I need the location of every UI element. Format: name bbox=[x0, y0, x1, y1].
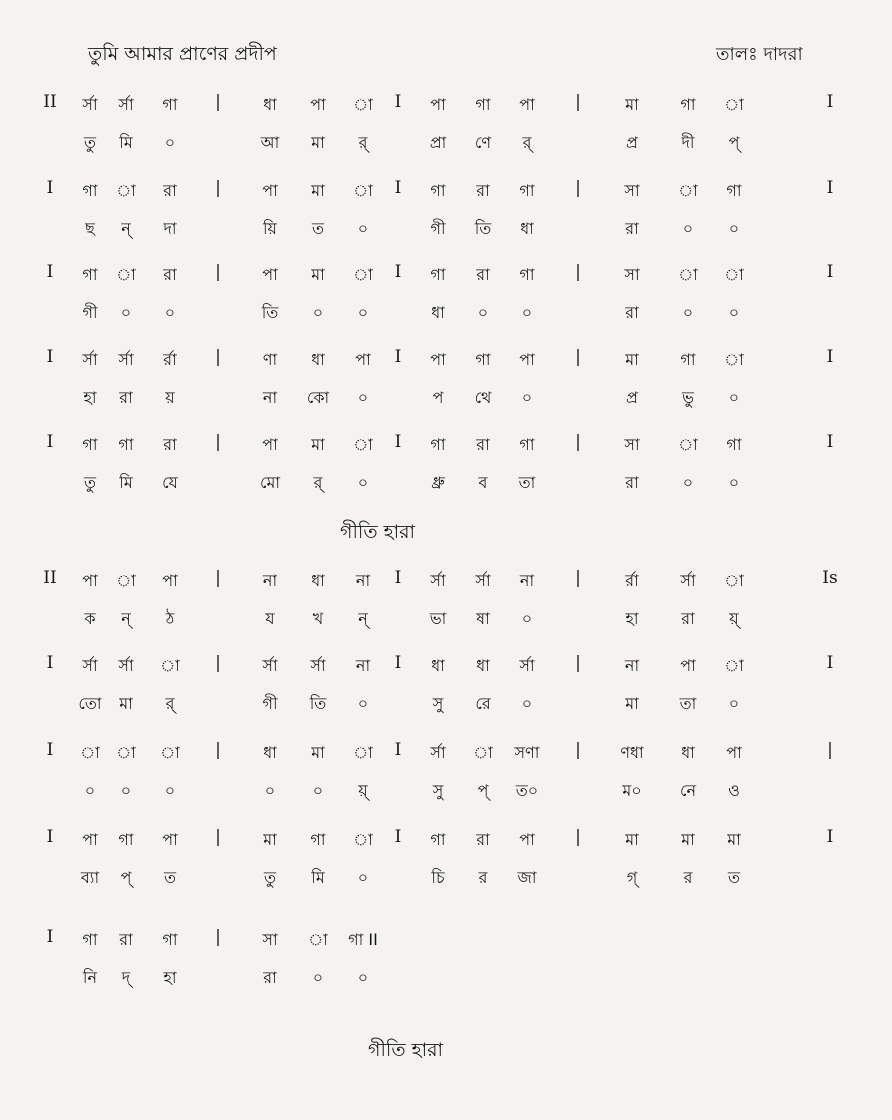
bar-mark: II bbox=[43, 92, 57, 112]
lyric-syllable: ত bbox=[727, 868, 740, 887]
bar-mark: | bbox=[575, 653, 581, 673]
lyric-syllable: নি bbox=[82, 968, 98, 987]
lyric-row bbox=[0, 385, 892, 411]
swara-note: সা bbox=[624, 435, 640, 454]
swara-row bbox=[0, 262, 892, 288]
lyric-syllable: ০ bbox=[477, 303, 489, 322]
swara-note: পা bbox=[262, 265, 278, 284]
swara-note: পা bbox=[519, 830, 535, 849]
swara-note: ধা bbox=[431, 656, 445, 675]
swara-row bbox=[0, 653, 892, 679]
lyric-syllable: খ bbox=[312, 609, 324, 628]
lyric-syllable: রা bbox=[625, 303, 639, 322]
lyric-syllable: ন্ bbox=[121, 609, 131, 628]
swara-note: পা bbox=[162, 571, 178, 590]
lyric-syllable: ০ bbox=[120, 781, 132, 800]
bar-mark: I bbox=[46, 827, 54, 847]
swara-row bbox=[0, 568, 892, 594]
swara-note: া bbox=[353, 181, 373, 200]
lyric-syllable: ০ bbox=[728, 473, 740, 492]
swara-note: া bbox=[116, 743, 136, 762]
lyric-syllable: র্ bbox=[165, 694, 175, 713]
swara-note: ণধা bbox=[620, 743, 644, 762]
swara-note: গা bbox=[680, 95, 696, 114]
swara-note: র্সা bbox=[430, 743, 446, 762]
swara-note: মা bbox=[311, 265, 325, 284]
swara-note: গা bbox=[118, 435, 134, 454]
swara-note: পা bbox=[262, 435, 278, 454]
swara-note: র্সা bbox=[475, 571, 491, 590]
lyric-syllable: রা bbox=[119, 388, 133, 407]
swara-note: া bbox=[160, 656, 180, 675]
lyric-syllable: ত bbox=[163, 868, 176, 887]
lyric-syllable: মা bbox=[311, 133, 325, 152]
swara-note: না bbox=[519, 571, 535, 590]
swara-note: রা bbox=[476, 830, 490, 849]
swara-note: া bbox=[473, 743, 493, 762]
lyric-syllable: চি bbox=[431, 868, 445, 887]
swara-note: গা bbox=[475, 350, 491, 369]
lyric-syllable: মো bbox=[259, 473, 281, 492]
swara-note: গা bbox=[310, 830, 326, 849]
swara-note: া bbox=[116, 265, 136, 284]
lyric-syllable: ভা bbox=[429, 609, 447, 628]
lyric-syllable: ০ bbox=[164, 133, 176, 152]
bar-mark: II bbox=[43, 568, 57, 588]
swara-note: পা bbox=[430, 350, 446, 369]
lyric-syllable: য় bbox=[165, 388, 175, 407]
lyric-syllable: সু bbox=[432, 781, 444, 800]
swara-note: া bbox=[160, 743, 180, 762]
lyric-syllable: মি bbox=[119, 473, 133, 492]
swara-note: র্সা bbox=[680, 571, 696, 590]
swara-note: না bbox=[624, 656, 640, 675]
lyric-syllable: ণে bbox=[474, 133, 492, 152]
swara-note: া bbox=[308, 930, 328, 949]
lyric-row bbox=[0, 965, 892, 991]
swara-note: গা bbox=[680, 350, 696, 369]
swara-note: পা bbox=[430, 95, 446, 114]
bar-mark: I bbox=[46, 432, 54, 452]
lyric-syllable: ০ bbox=[312, 968, 324, 987]
swara-note: া bbox=[353, 830, 373, 849]
lyric-syllable: প্ bbox=[120, 868, 132, 887]
swara-note: পা bbox=[519, 350, 535, 369]
bar-mark: | bbox=[575, 432, 581, 452]
bar-mark: I bbox=[46, 262, 54, 282]
lyric-syllable: গী bbox=[430, 219, 446, 238]
lyric-syllable: ০ bbox=[357, 473, 369, 492]
lyric-syllable: তা bbox=[518, 473, 536, 492]
swara-note: গা bbox=[519, 435, 535, 454]
lyric-syllable: গী bbox=[82, 303, 98, 322]
swara-row bbox=[0, 827, 892, 853]
lyric-syllable: দ্ bbox=[121, 968, 131, 987]
lyric-syllable: রে bbox=[475, 694, 491, 713]
lyric-syllable: ০ bbox=[357, 968, 369, 987]
section-heading: গীতি হারা bbox=[340, 521, 416, 543]
bar-mark: | bbox=[215, 827, 221, 847]
swara-note: র্সা bbox=[82, 350, 98, 369]
swara-note: মা bbox=[311, 435, 325, 454]
bar-mark: | bbox=[215, 653, 221, 673]
lyric-syllable: ন্ bbox=[121, 219, 131, 238]
bar-mark: | bbox=[827, 740, 833, 760]
swara-note: মা bbox=[311, 743, 325, 762]
lyric-syllable: ভু bbox=[682, 388, 694, 407]
lyric-syllable: র bbox=[683, 868, 693, 887]
lyric-syllable: হা bbox=[163, 968, 177, 987]
lyric-row bbox=[0, 865, 892, 891]
lyric-syllable: মি bbox=[119, 133, 133, 152]
lyric-syllable: র bbox=[478, 868, 488, 887]
bar-mark: I bbox=[394, 178, 402, 198]
swara-row bbox=[0, 92, 892, 118]
lyric-syllable: ০ bbox=[164, 781, 176, 800]
lyric-syllable: ব্যা bbox=[80, 868, 100, 887]
swara-note: গা bbox=[162, 930, 178, 949]
swara-note: পা bbox=[82, 571, 98, 590]
swara-note: ধা bbox=[681, 743, 695, 762]
lyric-syllable: প্র bbox=[626, 133, 638, 152]
swara-note: া bbox=[116, 181, 136, 200]
lyric-syllable: প্র bbox=[626, 388, 638, 407]
lyric-syllable: জা bbox=[517, 868, 537, 887]
swara-note: মা bbox=[625, 830, 639, 849]
lyric-syllable: হা bbox=[83, 388, 97, 407]
swara-note: া bbox=[678, 181, 698, 200]
swara-note: সণা bbox=[514, 743, 540, 762]
swara-note: র্সা bbox=[118, 95, 134, 114]
swara-note: গা bbox=[519, 181, 535, 200]
lyric-syllable: নে bbox=[679, 781, 697, 800]
lyric-syllable: প্রা bbox=[429, 133, 447, 152]
lyric-syllable: প্ bbox=[477, 781, 489, 800]
bar-mark: I bbox=[826, 262, 834, 282]
lyric-syllable: ০ bbox=[521, 303, 533, 322]
bar-mark: | bbox=[575, 568, 581, 588]
lyric-syllable: তি bbox=[309, 694, 327, 713]
lyric-syllable: ০ bbox=[357, 868, 369, 887]
swara-note: া bbox=[678, 265, 698, 284]
tala-label: তালঃ দাদরা bbox=[716, 44, 803, 65]
swara-note: পা bbox=[519, 95, 535, 114]
swara-note: ধা bbox=[263, 95, 277, 114]
lyric-syllable: ষা bbox=[476, 609, 490, 628]
swara-note: মা bbox=[625, 350, 639, 369]
swara-note: া bbox=[678, 435, 698, 454]
swara-note: গা bbox=[430, 265, 446, 284]
bar-mark: I bbox=[394, 432, 402, 452]
swara-row bbox=[0, 927, 892, 953]
swara-note: পা bbox=[82, 830, 98, 849]
bar-mark: | bbox=[215, 432, 221, 452]
swara-note: রা bbox=[476, 435, 490, 454]
swara-note: গা bbox=[82, 265, 98, 284]
lyric-syllable: ০ bbox=[682, 303, 694, 322]
swara-row bbox=[0, 178, 892, 204]
lyric-syllable: ০ bbox=[521, 609, 533, 628]
swara-note: রা bbox=[163, 265, 177, 284]
lyric-syllable: ও bbox=[728, 781, 740, 800]
swara-note: সা bbox=[624, 181, 640, 200]
swara-note: গা bbox=[430, 830, 446, 849]
lyric-syllable: ০ bbox=[357, 219, 369, 238]
swara-note: গা bbox=[430, 435, 446, 454]
swara-note: র্সা bbox=[118, 350, 134, 369]
lyric-row bbox=[0, 691, 892, 717]
swara-note: া bbox=[724, 656, 744, 675]
bar-mark: I bbox=[826, 347, 834, 367]
bar-mark: I bbox=[46, 178, 54, 198]
bar-mark: I bbox=[826, 653, 834, 673]
swara-note: পা bbox=[680, 656, 696, 675]
lyric-syllable: য়্ bbox=[729, 609, 739, 628]
bar-mark: | bbox=[575, 827, 581, 847]
lyric-syllable: ন্ bbox=[358, 609, 368, 628]
lyric-syllable: য়্ bbox=[358, 781, 368, 800]
lyric-syllable: মা bbox=[119, 694, 133, 713]
swara-note: ধা bbox=[476, 656, 490, 675]
bar-mark: I bbox=[826, 178, 834, 198]
lyric-syllable: রা bbox=[681, 609, 695, 628]
lyric-syllable: ০ bbox=[264, 781, 276, 800]
swara-note: গা bbox=[162, 95, 178, 114]
lyric-syllable: ম০ bbox=[622, 781, 642, 800]
swara-note: র্সা bbox=[430, 571, 446, 590]
lyric-syllable: ঠ bbox=[165, 609, 175, 628]
bar-mark: I bbox=[46, 347, 54, 367]
lyric-syllable: র্ bbox=[522, 133, 532, 152]
swara-note: ধা bbox=[311, 571, 325, 590]
lyric-syllable: ০ bbox=[521, 388, 533, 407]
swara-note: া bbox=[724, 265, 744, 284]
lyric-syllable: কো bbox=[306, 388, 330, 407]
swara-note: না bbox=[262, 571, 278, 590]
swara-note: ধা bbox=[263, 743, 277, 762]
lyric-syllable: হা bbox=[625, 609, 639, 628]
lyric-syllable: তো bbox=[78, 694, 102, 713]
bar-mark: I bbox=[46, 653, 54, 673]
lyric-syllable: ০ bbox=[84, 781, 96, 800]
swara-note: না bbox=[355, 571, 371, 590]
lyric-syllable: ০ bbox=[521, 694, 533, 713]
lyric-syllable: ত০ bbox=[515, 781, 539, 800]
lyric-syllable: ধা bbox=[431, 303, 445, 322]
swara-note: া bbox=[353, 95, 373, 114]
swara-note: া bbox=[353, 743, 373, 762]
lyric-syllable: ০ bbox=[357, 694, 369, 713]
swara-note: র্সা bbox=[82, 95, 98, 114]
swara-note: া bbox=[80, 743, 100, 762]
bar-mark: I bbox=[394, 92, 402, 112]
lyric-syllable: ০ bbox=[120, 303, 132, 322]
swara-note: গা bbox=[726, 435, 742, 454]
lyric-syllable: সু bbox=[432, 694, 444, 713]
lyric-syllable: ০ bbox=[357, 303, 369, 322]
lyric-row bbox=[0, 130, 892, 156]
bar-mark: I bbox=[394, 653, 402, 673]
lyric-syllable: য bbox=[265, 609, 275, 628]
lyric-syllable: ধ্রু bbox=[431, 473, 445, 492]
swara-note: গা bbox=[430, 181, 446, 200]
swara-note: া bbox=[353, 265, 373, 284]
swara-note: পা bbox=[310, 95, 326, 114]
lyric-syllable: দা bbox=[163, 219, 177, 238]
lyric-syllable: র্ bbox=[313, 473, 323, 492]
lyric-row bbox=[0, 470, 892, 496]
lyric-syllable: ছ bbox=[85, 219, 95, 238]
bar-mark: | bbox=[575, 92, 581, 112]
bar-mark: | bbox=[575, 178, 581, 198]
lyric-syllable: ০ bbox=[357, 388, 369, 407]
lyric-syllable: যে bbox=[162, 473, 178, 492]
lyric-syllable: ০ bbox=[728, 694, 740, 713]
section-heading-bottom: গীতি হারা bbox=[368, 1039, 444, 1061]
swara-note: সা bbox=[624, 265, 640, 284]
lyric-syllable: ০ bbox=[312, 781, 324, 800]
lyric-syllable: ০ bbox=[682, 473, 694, 492]
bar-mark: I bbox=[826, 827, 834, 847]
bar-mark: I bbox=[394, 827, 402, 847]
bar-mark: | bbox=[215, 568, 221, 588]
swara-note: রা bbox=[476, 265, 490, 284]
swara-note: র্সা bbox=[262, 656, 278, 675]
swara-note: রা bbox=[163, 435, 177, 454]
swara-note: র্সা bbox=[310, 656, 326, 675]
lyric-syllable: গ্ bbox=[626, 868, 638, 887]
bar-mark: | bbox=[215, 740, 221, 760]
swara-note: গা bbox=[475, 95, 491, 114]
lyric-syllable: ক bbox=[84, 609, 96, 628]
lyric-syllable: আ bbox=[260, 133, 280, 152]
lyric-syllable: ০ bbox=[164, 303, 176, 322]
bar-mark: | bbox=[575, 262, 581, 282]
swara-note: সা bbox=[262, 930, 278, 949]
swara-note: রা bbox=[476, 181, 490, 200]
lyric-row bbox=[0, 216, 892, 242]
lyric-syllable: ০ bbox=[728, 219, 740, 238]
swara-note: না bbox=[355, 656, 371, 675]
lyric-syllable: মা bbox=[625, 694, 639, 713]
bar-mark: | bbox=[215, 927, 221, 947]
swara-note: র্রা bbox=[163, 350, 177, 369]
swara-note: ধা bbox=[311, 350, 325, 369]
swara-note: গা bbox=[519, 265, 535, 284]
swara-note: গা bbox=[726, 181, 742, 200]
lyric-syllable: থে bbox=[474, 388, 492, 407]
lyric-syllable: ব bbox=[478, 473, 488, 492]
swara-note: পা bbox=[355, 350, 371, 369]
bar-mark: I bbox=[394, 262, 402, 282]
swara-note: গা bbox=[82, 435, 98, 454]
swara-note: মা bbox=[681, 830, 695, 849]
swara-note: া bbox=[724, 350, 744, 369]
lyric-syllable: ০ bbox=[728, 303, 740, 322]
bar-mark: I bbox=[394, 347, 402, 367]
lyric-syllable: প্ bbox=[728, 133, 740, 152]
song-title: তুমি আমার প্রাণের প্রদীপ bbox=[88, 43, 277, 65]
lyric-syllable: য়ি bbox=[262, 219, 277, 238]
lyric-syllable: রা bbox=[625, 473, 639, 492]
bar-mark: I bbox=[394, 568, 402, 588]
lyric-syllable: তু bbox=[83, 473, 96, 492]
swara-note: পা bbox=[726, 743, 742, 762]
swara-note: র্রা bbox=[625, 571, 639, 590]
lyric-syllable: দী bbox=[681, 133, 695, 152]
lyric-syllable: তু bbox=[263, 868, 276, 887]
lyric-syllable: রা bbox=[625, 219, 639, 238]
lyric-syllable: মি bbox=[311, 868, 325, 887]
lyric-syllable: ০ bbox=[312, 303, 324, 322]
lyric-syllable: ০ bbox=[682, 219, 694, 238]
swara-row bbox=[0, 740, 892, 766]
swara-note: রা bbox=[163, 181, 177, 200]
swara-note: পা bbox=[162, 830, 178, 849]
swara-row bbox=[0, 432, 892, 458]
swara-note: গা bbox=[82, 181, 98, 200]
swara-note: গা bbox=[118, 830, 134, 849]
bar-mark: I bbox=[46, 740, 54, 760]
swara-note: া bbox=[116, 571, 136, 590]
lyric-syllable: ধা bbox=[520, 219, 534, 238]
swara-note: া bbox=[724, 571, 744, 590]
bar-mark: Is bbox=[822, 568, 838, 588]
bar-mark: I bbox=[826, 432, 834, 452]
swara-row bbox=[0, 347, 892, 373]
bar-mark: I bbox=[826, 92, 834, 112]
swara-note: া bbox=[724, 95, 744, 114]
lyric-syllable: প bbox=[432, 388, 444, 407]
bar-mark: | bbox=[215, 347, 221, 367]
lyric-row bbox=[0, 606, 892, 632]
swara-note: ণা bbox=[262, 350, 278, 369]
lyric-syllable: তি bbox=[261, 303, 279, 322]
bar-mark: | bbox=[575, 740, 581, 760]
lyric-syllable: র্ bbox=[358, 133, 368, 152]
lyric-syllable: গী bbox=[262, 694, 278, 713]
swara-note: র্সা bbox=[519, 656, 535, 675]
bar-mark: | bbox=[215, 92, 221, 112]
lyric-row bbox=[0, 300, 892, 326]
swara-note: মা bbox=[263, 830, 277, 849]
lyric-syllable: ০ bbox=[728, 388, 740, 407]
bar-mark: | bbox=[215, 178, 221, 198]
bar-mark: | bbox=[575, 347, 581, 367]
swara-note: মা bbox=[311, 181, 325, 200]
swara-note: মা bbox=[727, 830, 741, 849]
bar-mark: | bbox=[215, 262, 221, 282]
lyric-syllable: রা bbox=[263, 968, 277, 987]
lyric-syllable: তা bbox=[679, 694, 697, 713]
swara-note: র্সা bbox=[118, 656, 134, 675]
swara-note: র্সা bbox=[82, 656, 98, 675]
lyric-syllable: তু bbox=[83, 133, 96, 152]
swara-note: গা II bbox=[348, 930, 378, 949]
swara-note: া bbox=[353, 435, 373, 454]
bar-mark: I bbox=[394, 740, 402, 760]
bar-mark: I bbox=[46, 927, 54, 947]
swara-note: মা bbox=[625, 95, 639, 114]
swara-note: গা bbox=[82, 930, 98, 949]
lyric-syllable: তি bbox=[474, 219, 492, 238]
lyric-syllable: ত bbox=[311, 219, 324, 238]
lyric-syllable: না bbox=[262, 388, 278, 407]
swara-note: পা bbox=[262, 181, 278, 200]
lyric-row bbox=[0, 778, 892, 804]
swara-note: রা bbox=[119, 930, 133, 949]
